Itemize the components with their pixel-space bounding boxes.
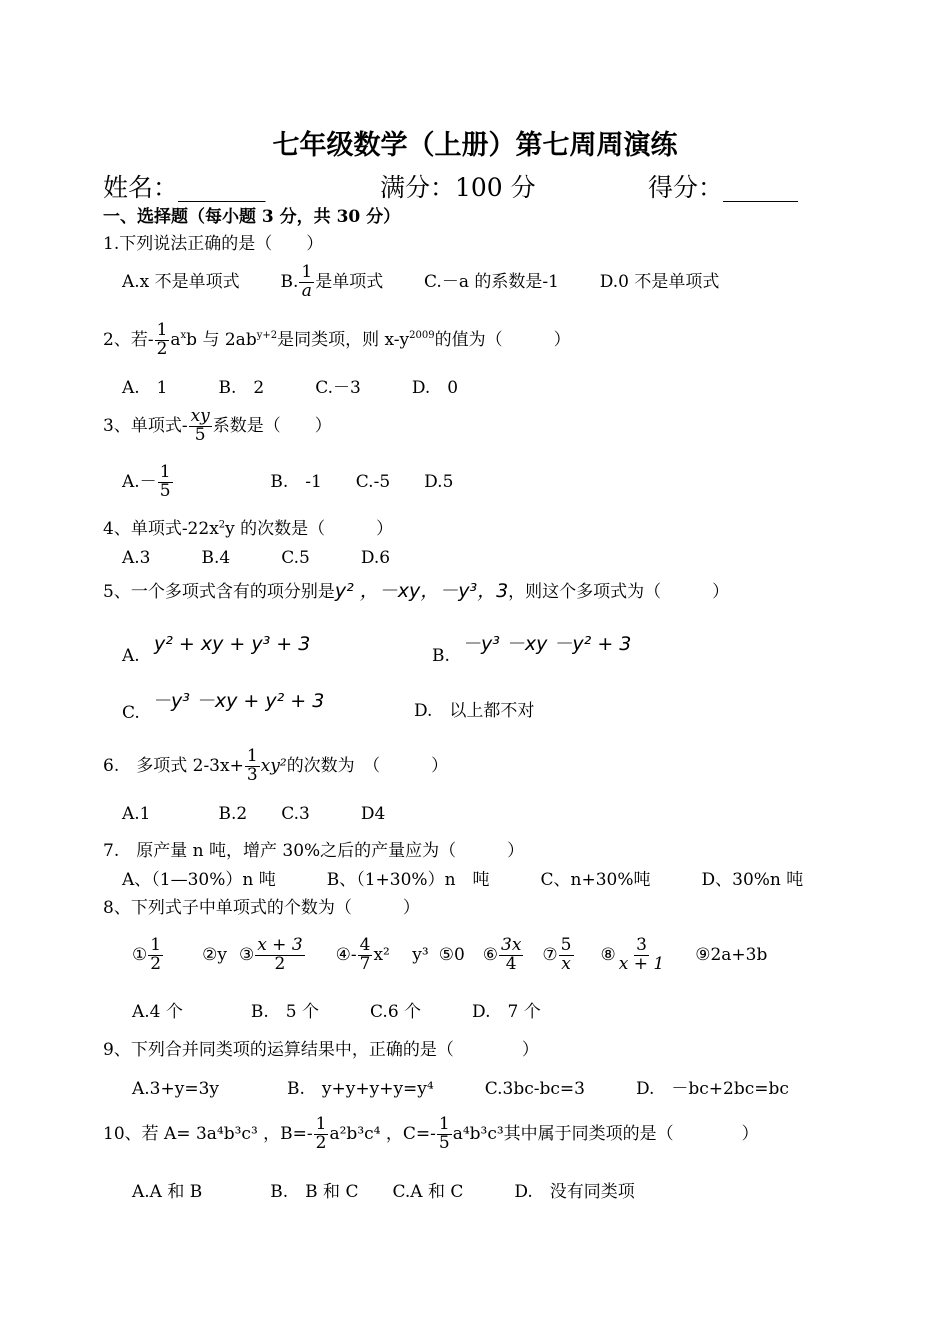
q6-fraction: $\frac{1}{3}$ <box>246 746 258 785</box>
q2-stem: 2、若- $\frac{1}{2}$ $a^xb$ 与 $2ab^{y+2}$是同类项，则 $x-y^{2009}$的值为（ ） <box>103 320 571 359</box>
q3-fraction: $\frac{xy}{5}$ <box>190 406 210 445</box>
q5-option-c-label: C. <box>122 703 140 723</box>
q7-options: A、（1—30%）n 吨 B、（1+30%）n 吨 C、n+30%吨 D、30%n 吨 <box>122 870 804 890</box>
q5-option-d: D. 以上都不对 <box>414 701 535 721</box>
q5-option-b-label: B. <box>432 646 450 666</box>
q8-item-6: ⑥ $\frac{3x}{4}$ <box>482 935 522 974</box>
q10-stem: 10、若 A= 3a⁴b³c³ ，B=- $\frac{1}{2}$ a²b³c⁴ ，C=- $\frac{1}{5}$ a⁴b³c³其中属于同类项的是（ ） <box>103 1114 759 1153</box>
q5-option-b: －y³ －xy －y² + 3 <box>462 633 632 655</box>
q2-fraction: $\frac{1}{2}$ <box>156 320 168 359</box>
q7-stem: 7. 原产量 n 吨，增产 30%之后的产量应为（ ） <box>103 841 525 861</box>
q1-options <box>122 264 719 301</box>
q10-fraction-b: $\frac{1}{2}$ <box>315 1114 327 1153</box>
page-title: 七年级数学（上册）第七周周演练 <box>272 130 678 161</box>
name-field: 姓名：_______ <box>103 173 266 202</box>
q8-item-4: ④- $\frac{4}{7}$ x² y³ <box>335 935 429 974</box>
q1-option-b: B. $\frac{1}{a}$ 是单项式 <box>280 262 384 301</box>
q8-item-9: ⑨2a+3b <box>695 944 768 965</box>
q4-options: A.3 B.4 C.5 D.6 <box>122 548 391 568</box>
q10-options: A.A 和 B B. B 和 C C.A 和 C D. 没有同类项 <box>132 1182 635 1202</box>
q5-terms: y² ，－xy，－y³，3 <box>334 580 509 602</box>
q4-stem: 4、单项式$-22x^2y$ 的次数是（ ） <box>103 519 394 539</box>
q8-options: A.4 个 B. 5 个 C.6 个 D. 7 个 <box>132 1002 541 1022</box>
full-score: 满分：100 分 <box>380 173 536 202</box>
q1-option-c: C.－a 的系数是-1 <box>424 271 559 292</box>
q1-fraction: $\frac{1}{a}$ <box>301 262 313 301</box>
q1-option-d: D.0 不是单项式 <box>599 271 720 292</box>
q6-options: A.1 B.2 C.3 D4 <box>122 804 386 824</box>
q1-option-a: A.x 不是单项式 <box>122 271 240 292</box>
q5-option-a: y² + xy + y³ + 3 <box>154 633 311 655</box>
section-heading: 一、选择题（每小题 3 分，共 30 分） <box>103 207 401 227</box>
q8-items <box>132 937 767 974</box>
q8-stem: 8、下列式子中单项式的个数为（ ） <box>103 898 420 918</box>
q8-item-7: ⑦ $\frac{5}{x}$ <box>542 935 572 974</box>
q8-item-1: ① $\frac{1}{2}$ <box>132 935 162 974</box>
score-field: 得分：______ <box>648 173 799 202</box>
q1-stem: 1.下列说法正确的是（ ） <box>103 234 324 254</box>
q5-stem: 5、一个多项式含有的项分别是y² ，－xy，－y³，3，则这个多项式为（ ） <box>103 580 730 602</box>
q6-stem: 6. 多项式 2-3x+ $\frac{1}{3}$ xy²的次数为 （ ） <box>103 746 449 785</box>
q8-item-3: ③ $\frac{x + 3}{2}$ <box>238 935 303 974</box>
q3-stem: 3、单项式- $\frac{xy}{5}$ 系数是（ ） <box>103 406 332 445</box>
q8-item-5: ⑤0 <box>438 944 465 965</box>
q3-option-a-fraction: $\frac{1}{5}$ <box>159 462 171 501</box>
q9-options: A.3+y=3y B. y+y+y+y=y⁴ C.3bc-bc=3 D. －bc+2bc=bc <box>132 1079 789 1099</box>
q9-stem: 9、下列合并同类项的运算结果中，正确的是（ ） <box>103 1040 539 1060</box>
q5-option-a-label: A. <box>122 646 140 666</box>
q3-options: A.－ $\frac{1}{5}$ B. -1 C.-5 D.5 <box>122 462 454 501</box>
q10-fraction-c: $\frac{1}{5}$ <box>438 1114 450 1153</box>
q8-item-2: ②y <box>202 944 227 965</box>
q5-option-c: －y³ －xy + y² + 3 <box>152 690 325 712</box>
q8-item-8: ⑧ $\frac{3}{x + 1}$ <box>600 935 665 974</box>
q2-options: A. 1 B. 2 C.－3 D. 0 <box>122 378 459 398</box>
